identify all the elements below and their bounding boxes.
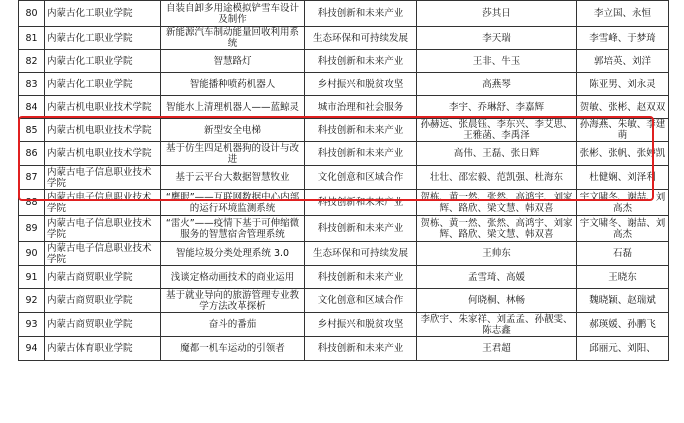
cell-school: 内蒙古机电职业技术学院: [45, 96, 161, 119]
cell-project: 智能播种喷药机器人: [161, 73, 305, 96]
cell-advisors: 郭培英、刘洋: [577, 50, 669, 73]
cell-members: 莎其日: [417, 1, 577, 27]
cell-advisors: 孙海燕、朱敏、李建萌: [577, 119, 669, 142]
cell-school: 内蒙古机电职业技术学院: [45, 142, 161, 166]
cell-no: 89: [19, 216, 45, 242]
table-row: [19, 142, 669, 166]
table-row: [19, 119, 669, 142]
cell-no: 93: [19, 313, 45, 337]
cell-school: 内蒙古电子信息职业技术学院: [45, 190, 161, 216]
cell-advisors: 魏晓颖、赵瑞斌: [577, 289, 669, 313]
cell-advisors: 宇文啸冬、谢喆、刘高杰: [577, 190, 669, 216]
table-row: [19, 1, 669, 27]
cell-advisors: 郝瑛媛、孙鹏飞: [577, 313, 669, 337]
cell-no: 88: [19, 190, 45, 216]
cell-school: 内蒙古机电职业技术学院: [45, 119, 161, 142]
cell-school: 内蒙古电子信息职业技术学院: [45, 242, 161, 266]
cell-members: 高伟、王磊、张日辉: [417, 142, 577, 166]
cell-no: 80: [19, 1, 45, 27]
cell-advisors: 杜健娴、刘泽利: [577, 166, 669, 190]
cell-track: 科技创新和未来产业: [305, 337, 417, 361]
cell-track: 生态环保和可持续发展: [305, 27, 417, 50]
cell-members: 王帅东: [417, 242, 577, 266]
cell-members: 王非、牛玉: [417, 50, 577, 73]
cell-track: 乡村振兴和脱贫攻坚: [305, 313, 417, 337]
cell-members: 贺栋、黄一然、张然、高鸿宇、刘家辉、路欣、梁文慧、韩双喜: [417, 190, 577, 216]
cell-track: 科技创新和未来产业: [305, 50, 417, 73]
cell-track: 文化创意和区域合作: [305, 166, 417, 190]
table-row: [19, 27, 669, 50]
cell-no: 81: [19, 27, 45, 50]
cell-no: 92: [19, 289, 45, 313]
table-row: [19, 337, 669, 361]
cell-project: 智慧路灯: [161, 50, 305, 73]
cell-school: 内蒙古体育职业学院: [45, 337, 161, 361]
cell-project: 浅谈定格动画技术的商业运用: [161, 266, 305, 289]
cell-advisors: 王晓东: [577, 266, 669, 289]
table-row: [19, 166, 669, 190]
table-row: [19, 96, 669, 119]
table-row: [19, 216, 669, 242]
cell-school: 内蒙古化工职业学院: [45, 27, 161, 50]
cell-project: 新型安全电梯: [161, 119, 305, 142]
cell-track: 科技创新和未来产业: [305, 266, 417, 289]
cell-members: 李天瑞: [417, 27, 577, 50]
cell-school: 内蒙古化工职业学院: [45, 73, 161, 96]
cell-members: 孙赫远、张晨钰、李东兴、李艾思、王雅菡、李禹泽: [417, 119, 577, 142]
cell-school: 内蒙古商贸职业学院: [45, 289, 161, 313]
cell-school: 内蒙古化工职业学院: [45, 1, 161, 27]
cell-no: 94: [19, 337, 45, 361]
cell-members: 王君超: [417, 337, 577, 361]
cell-advisors: 张彬、张帆、张婷凯: [577, 142, 669, 166]
cell-track: 城市治理和社会服务: [305, 96, 417, 119]
cell-members: 壮壮、邵宏毅、范凯强、杜海东: [417, 166, 577, 190]
cell-project: 基于云平台大数据智慧牧业: [161, 166, 305, 190]
cell-project: “雷火”——疫情下基于可伸缩微服务的智慧宿舍管理系统: [161, 216, 305, 242]
cell-project: 智能垃圾分类处理系统 3.0: [161, 242, 305, 266]
cell-school: 内蒙古化工职业学院: [45, 50, 161, 73]
cell-track: 科技创新和未来产业: [305, 1, 417, 27]
cell-advisors: 陈亚男、刘永灵: [577, 73, 669, 96]
cell-members: 贺栋、黄一然、张然、高鸿宇、刘家辉、路欣、梁文慧、韩双喜: [417, 216, 577, 242]
table-row: [19, 313, 669, 337]
cell-members: 李宇、乔琳舒、李嘉辉: [417, 96, 577, 119]
cell-advisors: 李立国、永恒: [577, 1, 669, 27]
cell-no: 82: [19, 50, 45, 73]
cell-no: 86: [19, 142, 45, 166]
cell-no: 84: [19, 96, 45, 119]
cell-advisors: 邱丽元、刘阳、: [577, 337, 669, 361]
cell-no: 85: [19, 119, 45, 142]
table-row: [19, 289, 669, 313]
table-row: [19, 266, 669, 289]
cell-members: 何晓桐、林畅: [417, 289, 577, 313]
cell-project: 自装自卸多用途模拟铲雪车设计及制作: [161, 1, 305, 27]
table-row: [19, 190, 669, 216]
cell-advisors: 石磊: [577, 242, 669, 266]
cell-project: 基于仿生四足机器狗的设计与改进: [161, 142, 305, 166]
cell-track: 科技创新和未来产业: [305, 190, 417, 216]
table-row: [19, 50, 669, 73]
cell-track: 文化创意和区域合作: [305, 289, 417, 313]
cell-school: 内蒙古电子信息职业技术学院: [45, 166, 161, 190]
cell-advisors: 贺敏、张彬、赵双双: [577, 96, 669, 119]
cell-project: 奋斗的番茄: [161, 313, 305, 337]
cell-track: 科技创新和未来产业: [305, 216, 417, 242]
awards-table-body: [19, 1, 669, 361]
cell-advisors: 李雪峰、于梦琦: [577, 27, 669, 50]
cell-track: 乡村振兴和脱贫攻坚: [305, 73, 417, 96]
cell-members: 高燕琴: [417, 73, 577, 96]
cell-track: 生态环保和可持续发展: [305, 242, 417, 266]
cell-track: 科技创新和未来产业: [305, 119, 417, 142]
cell-no: 91: [19, 266, 45, 289]
cell-no: 90: [19, 242, 45, 266]
cell-track: 科技创新和未来产业: [305, 142, 417, 166]
cell-school: 内蒙古商贸职业学院: [45, 266, 161, 289]
table-row: [19, 73, 669, 96]
cell-school: 内蒙古电子信息职业技术学院: [45, 216, 161, 242]
cell-no: 83: [19, 73, 45, 96]
cell-members: 李欣宇、朱家祥、刘孟孟、孙靓雯、陈志鑫: [417, 313, 577, 337]
cell-advisors: 宇文啸冬、谢喆、刘高杰: [577, 216, 669, 242]
table-row: [19, 242, 669, 266]
cell-project: 智能水上清理机器人——蓝鲸灵: [161, 96, 305, 119]
cell-no: 87: [19, 166, 45, 190]
cell-members: 孟雪琦、高媛: [417, 266, 577, 289]
awards-table: [18, 0, 669, 361]
cell-project: 新能源汽车制动能量回收利用系统: [161, 27, 305, 50]
cell-project: “鹰眼”——互联网数据中心内部的运行环境监测系统: [161, 190, 305, 216]
cell-project: 魔都一机车运动的引领者: [161, 337, 305, 361]
cell-school: 内蒙古商贸职业学院: [45, 313, 161, 337]
cell-project: 基于就业导向的旅游管理专业教学方法改革探析: [161, 289, 305, 313]
